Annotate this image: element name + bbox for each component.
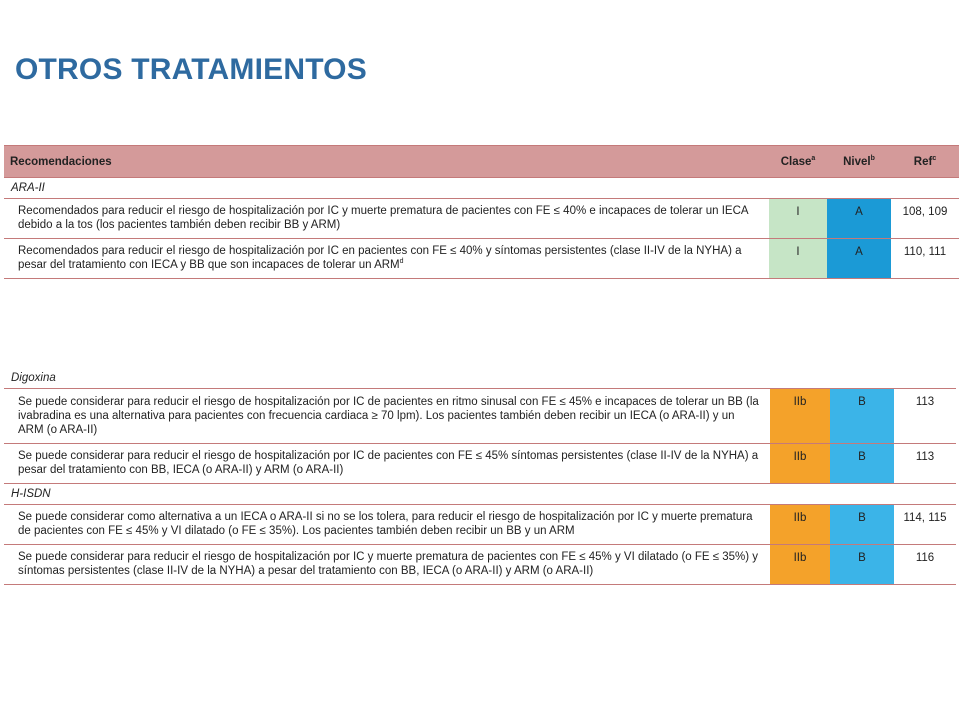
ref-cell: 113 bbox=[894, 444, 956, 484]
ref-cell: 116 bbox=[894, 545, 956, 585]
level-cell: B bbox=[830, 444, 894, 484]
recommendation-text: Se puede considerar para reducir el riesgo de hospitalización por IC y muerte prematura de pacientes con FE ≤ 45% y VI dilatado (o FE ≤ 35%) y síntomas persistentes (clase II-IV de la NYHA) a pesar del tratamiento con BB, IECA (o ARA-II) y ARM (o ARA-II) bbox=[4, 545, 770, 585]
recommendation-text: Se puede considerar como alternativa a un IECA o ARA-II si no se los tolera, para reducir el riesgo de hospitalización por IC y muerte prematura de pacientes con FE ≤ 45% y VI dilatado (o FE ≤ 35%). Los pacientes también deben recibir un BB y un ARM bbox=[4, 505, 770, 545]
ref-cell: 108, 109 bbox=[891, 199, 959, 239]
section-label: Digoxina bbox=[4, 368, 956, 389]
recommendation-text: Recomendados para reducir el riesgo de hospitalización por IC en pacientes con FE ≤ 40% y síntomas persistentes (clase II-IV de la NYHA) a pesar del tratamiento con IECA y BB que son incapaces de tolerar un ARM$^d$ bbox=[4, 239, 769, 279]
class-cell: IIb bbox=[770, 505, 830, 545]
level-cell: B bbox=[830, 545, 894, 585]
section-row-ara-ii bbox=[4, 178, 959, 199]
ref-cell: 110, 111 bbox=[891, 239, 959, 279]
recommendation-text: Recomendados para reducir el riesgo de hospitalización por IC y muerte prematura de pacientes con FE ≤ 40% e incapaces de tolerar un IECA debido a la tos (los pacientes también deben recibir BB y ARM) bbox=[4, 199, 769, 239]
recommendations-table-ara-ii bbox=[4, 145, 959, 279]
page-title: OTROS TRATAMIENTOS bbox=[15, 53, 367, 86]
ref-cell: 113 bbox=[894, 389, 956, 444]
header-nivel: Nivel$^b$ bbox=[827, 146, 891, 178]
level-cell: A bbox=[827, 239, 891, 279]
table-row bbox=[4, 239, 959, 279]
section-row-digoxina bbox=[4, 368, 956, 389]
section-label: ARA-II bbox=[4, 178, 959, 199]
level-cell: A bbox=[827, 199, 891, 239]
header-ref: Ref$^c$ bbox=[891, 146, 959, 178]
table-row bbox=[4, 545, 956, 585]
class-cell: I bbox=[769, 239, 827, 279]
recommendation-text: Se puede considerar para reducir el riesgo de hospitalización por IC de pacientes en ritmo sinusal con FE ≤ 45% e incapaces de tolerar un BB (la ivabradina es una alternativa para pacientes con frecuencia cardiaca ≥ 70 lpm). Los pacientes también deben recibir un IECA (o ARA-II) y un ARM (o ARA-II) bbox=[4, 389, 770, 444]
header-clase: Clase$^a$ bbox=[769, 146, 827, 178]
table-row bbox=[4, 199, 959, 239]
table-row bbox=[4, 444, 956, 484]
ref-cell: 114, 115 bbox=[894, 505, 956, 545]
recommendations-table-digoxina-hisdn bbox=[4, 368, 956, 585]
class-cell: IIb bbox=[770, 389, 830, 444]
table-header-row bbox=[4, 146, 959, 178]
section-row-h-isdn bbox=[4, 484, 956, 505]
table-row bbox=[4, 505, 956, 545]
header-recomendaciones: Recomendaciones bbox=[4, 146, 769, 178]
level-cell: B bbox=[830, 505, 894, 545]
recommendation-text: Se puede considerar para reducir el riesgo de hospitalización por IC de pacientes con FE ≤ 45% síntomas persistentes (clase II-IV de la NYHA) a pesar del tratamiento con BB, IECA (o ARA-II) y ARM (o ARA-II) bbox=[4, 444, 770, 484]
class-cell: IIb bbox=[770, 545, 830, 585]
level-cell: B bbox=[830, 389, 894, 444]
section-label: H-ISDN bbox=[4, 484, 956, 505]
table-row bbox=[4, 389, 956, 444]
class-cell: IIb bbox=[770, 444, 830, 484]
class-cell: I bbox=[769, 199, 827, 239]
